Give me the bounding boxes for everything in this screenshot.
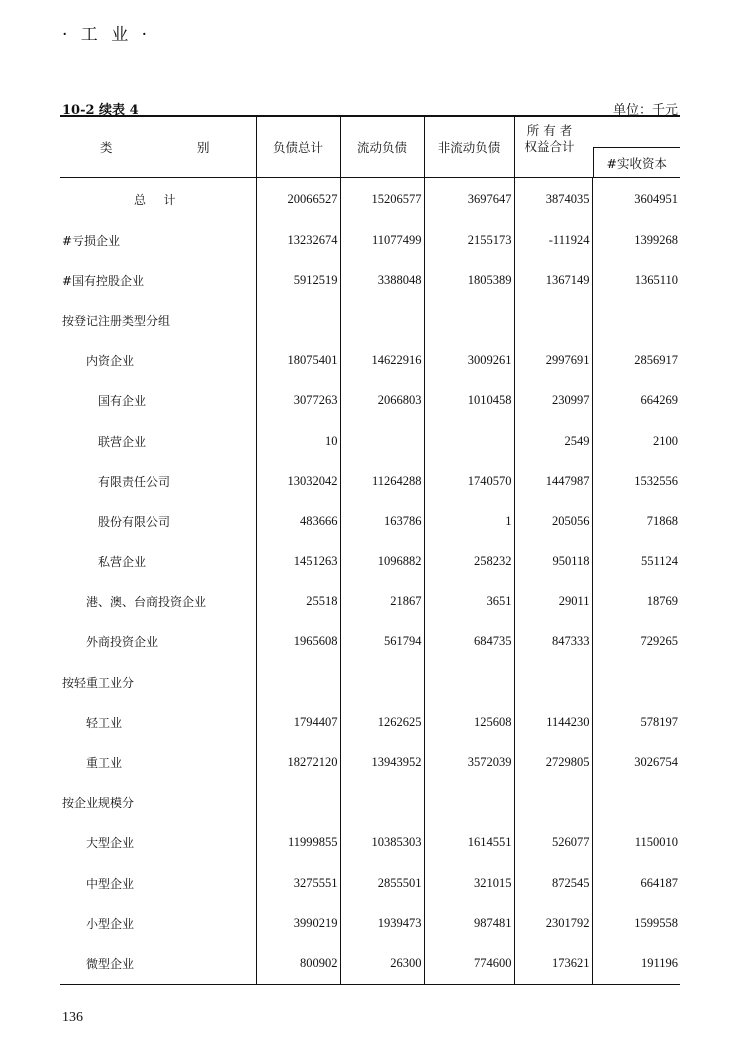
- current-liabilities-header: 流动负债: [340, 116, 424, 178]
- cell-paid-in-capital: 664187: [592, 863, 680, 903]
- category-header: [60, 116, 256, 178]
- cell-noncurrent-liabilities: 3572039: [424, 742, 514, 782]
- cell-noncurrent-liabilities: 684735: [424, 622, 514, 662]
- row-label: #亏损企业: [62, 233, 121, 248]
- row-label: 内资企业: [86, 354, 135, 369]
- table-row: [60, 300, 680, 340]
- cell-owners-equity: 205056: [514, 501, 592, 541]
- cell-total-liabilities: 3990219: [256, 903, 340, 943]
- section-header: · 工 业 ·: [62, 25, 152, 45]
- cell-paid-in-capital: 2856917: [592, 341, 680, 381]
- cell-current-liabilities: [340, 300, 424, 340]
- table-row: [60, 783, 680, 823]
- unit-label: 单位：千元: [612, 103, 678, 118]
- row-label: 有限责任公司: [98, 474, 171, 489]
- cell-owners-equity: 2301792: [514, 903, 592, 943]
- row-label: #国有控股企业: [62, 273, 145, 288]
- cell-paid-in-capital: 191196: [592, 943, 680, 984]
- cell-paid-in-capital: 1599558: [592, 903, 680, 943]
- cell-noncurrent-liabilities: 987481: [424, 903, 514, 943]
- cell-total-liabilities: 5912519: [256, 260, 340, 300]
- cell-total-liabilities: [256, 662, 340, 702]
- cell-paid-in-capital: 71868: [592, 501, 680, 541]
- cell-current-liabilities: 2066803: [340, 381, 424, 421]
- cell-total-liabilities: 25518: [256, 582, 340, 622]
- cell-total-liabilities: 18272120: [256, 742, 340, 782]
- row-label: 按登记注册类型分组: [62, 313, 171, 328]
- paid-in-capital-header: #实收资本: [593, 147, 681, 177]
- cell-total-liabilities: 20066527: [256, 178, 340, 221]
- row-label: 中型企业: [86, 876, 135, 891]
- cell-current-liabilities: [340, 421, 424, 461]
- row-label: 小型企业: [86, 916, 135, 931]
- cell-owners-equity: 1447987: [514, 461, 592, 501]
- cell-owners-equity: 950118: [514, 542, 592, 582]
- row-label: 私营企业: [98, 555, 147, 570]
- row-label: 联营企业: [98, 434, 147, 449]
- total-label: [60, 178, 256, 221]
- row-label: 按企业规模分: [62, 796, 135, 811]
- cell-current-liabilities: 15206577: [340, 178, 424, 221]
- cell-total-liabilities: 11999855: [256, 823, 340, 863]
- table-row: [60, 220, 680, 260]
- cell-current-liabilities: [340, 662, 424, 702]
- cell-paid-in-capital: 551124: [592, 542, 680, 582]
- table-id: 10-2 续表 4: [62, 103, 139, 118]
- cell-noncurrent-liabilities: 321015: [424, 863, 514, 903]
- cell-total-liabilities: 3275551: [256, 863, 340, 903]
- cell-total-liabilities: 3077263: [256, 381, 340, 421]
- table-row: [60, 501, 680, 541]
- cell-noncurrent-liabilities: 1614551: [424, 823, 514, 863]
- table-row: [60, 742, 680, 782]
- cell-current-liabilities: 3388048: [340, 260, 424, 300]
- cell-current-liabilities: 13943952: [340, 742, 424, 782]
- cell-paid-in-capital: 729265: [592, 622, 680, 662]
- cell-current-liabilities: 163786: [340, 501, 424, 541]
- liabilities-table: [60, 115, 680, 985]
- row-label: 股份有限公司: [98, 514, 171, 529]
- table-row: [60, 381, 680, 421]
- cell-total-liabilities: [256, 783, 340, 823]
- cell-noncurrent-liabilities: [424, 300, 514, 340]
- cell-current-liabilities: 11077499: [340, 220, 424, 260]
- cell-owners-equity: 2729805: [514, 742, 592, 782]
- table-row: [60, 582, 680, 622]
- cell-noncurrent-liabilities: [424, 662, 514, 702]
- cell-current-liabilities: 561794: [340, 622, 424, 662]
- cell-noncurrent-liabilities: 3009261: [424, 341, 514, 381]
- cell-current-liabilities: 1939473: [340, 903, 424, 943]
- owners-equity-header: [514, 116, 680, 178]
- cell-owners-equity: 173621: [514, 943, 592, 984]
- cell-total-liabilities: 18075401: [256, 341, 340, 381]
- table-body: [60, 178, 680, 985]
- cell-noncurrent-liabilities: [424, 421, 514, 461]
- cell-paid-in-capital: 3026754: [592, 742, 680, 782]
- cell-paid-in-capital: 1532556: [592, 461, 680, 501]
- row-label: 外商投资企业: [86, 635, 159, 650]
- cell-total-liabilities: 483666: [256, 501, 340, 541]
- cell-owners-equity: -111924: [514, 220, 592, 260]
- table-row: [60, 461, 680, 501]
- row-label: 港、澳、台商投资企业: [86, 595, 207, 610]
- page-number: 136: [62, 1010, 83, 1025]
- owners-equity-line2: 权益合计: [524, 139, 575, 154]
- total-liabilities-header: 负债总计: [256, 116, 340, 178]
- cell-owners-equity: 847333: [514, 622, 592, 662]
- cell-paid-in-capital: [592, 662, 680, 702]
- cell-owners-equity: [514, 300, 592, 340]
- cell-noncurrent-liabilities: 2155173: [424, 220, 514, 260]
- row-label: 轻工业: [86, 715, 123, 730]
- cell-noncurrent-liabilities: 1010458: [424, 381, 514, 421]
- cell-noncurrent-liabilities: 774600: [424, 943, 514, 984]
- cell-paid-in-capital: 664269: [592, 381, 680, 421]
- cell-owners-equity: 1144230: [514, 702, 592, 742]
- cell-owners-equity: 2997691: [514, 341, 592, 381]
- cell-noncurrent-liabilities: 3651: [424, 582, 514, 622]
- cell-current-liabilities: 10385303: [340, 823, 424, 863]
- cell-paid-in-capital: 1150010: [592, 823, 680, 863]
- cell-total-liabilities: [256, 300, 340, 340]
- cell-noncurrent-liabilities: 1805389: [424, 260, 514, 300]
- cell-owners-equity: [514, 783, 592, 823]
- cell-paid-in-capital: 578197: [592, 702, 680, 742]
- table-row: [60, 341, 680, 381]
- owners-equity-line1: 所 有 者: [526, 123, 573, 138]
- table-row: [60, 662, 680, 702]
- cell-current-liabilities: [340, 783, 424, 823]
- table-row: [60, 622, 680, 662]
- total-label-left: 总: [134, 192, 147, 207]
- cell-current-liabilities: 21867: [340, 582, 424, 622]
- cell-owners-equity: 1367149: [514, 260, 592, 300]
- cell-noncurrent-liabilities: 125608: [424, 702, 514, 742]
- cell-current-liabilities: 1262625: [340, 702, 424, 742]
- cell-current-liabilities: 1096882: [340, 542, 424, 582]
- table-row: [60, 863, 680, 903]
- row-label: 按轻重工业分: [62, 675, 135, 690]
- table-row: [60, 702, 680, 742]
- cell-noncurrent-liabilities: 1: [424, 501, 514, 541]
- cell-total-liabilities: 1965608: [256, 622, 340, 662]
- cell-owners-equity: 2549: [514, 421, 592, 461]
- cell-owners-equity: [514, 662, 592, 702]
- category-header-right: 别: [196, 140, 210, 155]
- cell-paid-in-capital: 1399268: [592, 220, 680, 260]
- table-row: [60, 542, 680, 582]
- cell-owners-equity: 872545: [514, 863, 592, 903]
- cell-paid-in-capital: [592, 300, 680, 340]
- cell-current-liabilities: 2855501: [340, 863, 424, 903]
- cell-total-liabilities: 1451263: [256, 542, 340, 582]
- cell-current-liabilities: 26300: [340, 943, 424, 984]
- cell-paid-in-capital: 1365110: [592, 260, 680, 300]
- cell-noncurrent-liabilities: 258232: [424, 542, 514, 582]
- table-row: [60, 260, 680, 300]
- cell-total-liabilities: 10: [256, 421, 340, 461]
- cell-noncurrent-liabilities: 1740570: [424, 461, 514, 501]
- row-label: 重工业: [86, 756, 123, 771]
- cell-owners-equity: 29011: [514, 582, 592, 622]
- cell-owners-equity: 230997: [514, 381, 592, 421]
- cell-paid-in-capital: 18769: [592, 582, 680, 622]
- table-row: [60, 421, 680, 461]
- cell-paid-in-capital: 3604951: [592, 178, 680, 221]
- row-label: 国有企业: [98, 394, 147, 409]
- cell-total-liabilities: 1794407: [256, 702, 340, 742]
- cell-noncurrent-liabilities: 3697647: [424, 178, 514, 221]
- cell-total-liabilities: 800902: [256, 943, 340, 984]
- total-label-right: 计: [163, 192, 176, 207]
- cell-total-liabilities: 13232674: [256, 220, 340, 260]
- row-label: 大型企业: [86, 836, 135, 851]
- table-row: [60, 823, 680, 863]
- category-header-left: 类: [100, 140, 113, 155]
- cell-owners-equity: 3874035: [514, 178, 592, 221]
- cell-paid-in-capital: 2100: [592, 421, 680, 461]
- cell-paid-in-capital: [592, 783, 680, 823]
- table-row: [60, 943, 680, 984]
- table-row: [60, 903, 680, 943]
- cell-total-liabilities: 13032042: [256, 461, 340, 501]
- noncurrent-liabilities-header: 非流动负债: [424, 116, 514, 178]
- cell-current-liabilities: 14622916: [340, 341, 424, 381]
- total-row: [60, 178, 680, 221]
- cell-current-liabilities: 11264288: [340, 461, 424, 501]
- cell-owners-equity: 526077: [514, 823, 592, 863]
- cell-noncurrent-liabilities: [424, 783, 514, 823]
- row-label: 微型企业: [60, 943, 256, 984]
